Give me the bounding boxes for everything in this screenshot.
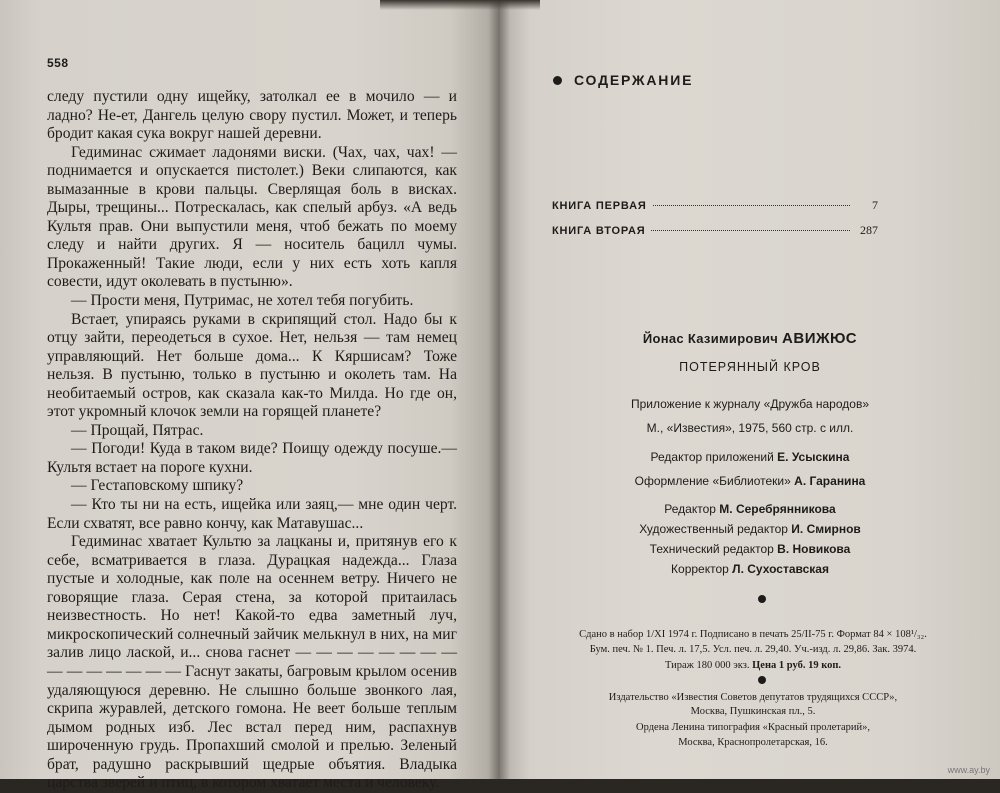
credit-role: Художественный редактор [639, 522, 788, 536]
paragraph: Гедиминас сжимает ладонями виски. (Чах, чах, чах! — поднимается и опускается пистолет.) Веки слипаются, как вымазанные в крови пальцы. Сверлящая боль в висках. Дыры, трещины... Потрескалась, как спелый арбуз. «А ведь Культя прав. Они выпустили меня, чтоб бежать по моему следу и найти других. Я — носитель бацилл чумы. Прокаженный! Такие люди, если у них есть хоть капля совести, идут околевать в пустыню». [47, 143, 457, 291]
credit-person: Л. Сухоставская [732, 562, 829, 576]
printer-line: Ордена Ленина типография «Красный пролетарий», [636, 722, 870, 733]
credit-line [540, 562, 960, 576]
print-details: Сдано в набор 1/XI 1974 г. Подписано в печать 25/II-75 г. Формат 84 × 108¹/₃₂. [579, 629, 927, 640]
printer-address: Москва, Краснопролетарская, 16. [678, 737, 828, 748]
contents-heading [553, 72, 693, 88]
credit-role: Корректор [671, 562, 729, 576]
contents-title: СОДЕРЖАНИЕ [574, 72, 694, 88]
toc-entry [552, 198, 878, 223]
imprint-line: М., «Известия», 1975, 560 стр. с илл. [646, 421, 854, 435]
paragraph: — Гестаповскому шпику? [71, 477, 244, 495]
paragraph: следу пустили одну ищейку, затолкал ее в мочило — и ладно? Не-ет, Дангель целую свору пустил. Может, и теперь бродит какая сука вокруг нашей деревни. [47, 88, 457, 143]
book-title: ПОТЕРЯННЫЙ КРОВ [679, 360, 821, 374]
publisher-address: Москва, Пушкинская пл., 5. [690, 706, 816, 717]
toc-entry [552, 223, 878, 248]
paragraph: — Погоди! Куда в таком виде? Поищу одежду посуше.— Культя встает на пороге кухни. [47, 440, 457, 476]
watermark: www.ay.by [947, 765, 990, 775]
credit-person: И. Смирнов [791, 522, 861, 536]
toc-label: КНИГА ПЕРВАЯ [552, 200, 647, 212]
author-given-names: Йонас Казимирович [642, 331, 779, 346]
credit-role: Редактор приложений [650, 450, 774, 464]
print-details: Бум. печ. № 1. Печ. л. 17,5. Усл. печ. л. 29,40. Уч.-изд. л. 29,86. Зак. 3974. [589, 644, 917, 655]
story-text [47, 88, 457, 793]
credit-person: М. Серебрянникова [719, 502, 836, 516]
toc-leader-dots [653, 205, 850, 206]
print-run-count: Тираж 180 000 экз. [664, 660, 750, 671]
author-surname: АВИЖЮС [782, 330, 858, 347]
page-number: 558 [47, 56, 69, 70]
credit-line [540, 474, 960, 488]
credit-line [540, 522, 960, 536]
supplement-note: Приложение к журналу «Дружба народов» [631, 397, 869, 411]
separator-dot-icon [758, 595, 766, 603]
paragraph: — Кто ты ни на есть, ищейка или заяц,— мне один черт. Если схватят, все равно кончу, как Матавушас... [47, 496, 457, 532]
book-top-edge [380, 0, 540, 10]
book-gutter [488, 0, 510, 779]
print-run [548, 658, 958, 673]
credit-role: Редактор [664, 502, 716, 516]
credit-line [540, 502, 960, 516]
paragraph: — Прощай, Пятрас. [71, 421, 204, 439]
paragraph: Встает, упираясь руками в скрипящий стол. Надо бы к отцу зайти, переодеться в сухое. Нет, нельзя — там немец управляющий. Нет больше дома... К Кяршисам? Тоже нельзя. В пустыню, только в пустыню и околеть там. На необитаемый остров, как сказала как-то Милда. Но где он, этот укромный клочок земли на горящей планете? [47, 310, 457, 421]
publisher-line: Издательство «Известия Советов депутатов трудящихся СССР», [608, 692, 898, 703]
toc-label: КНИГА ВТОРАЯ [552, 225, 646, 237]
bullet-icon [553, 76, 562, 85]
credit-line [540, 542, 960, 556]
paragraph: Гедиминас хватает Культю за лацканы и, притянув его к себе, всматривается в глаза. Дурацкая надежда... Глаза пустые и холодные, как поле на осеннем ветру. Ничего не говорящие глаза. Серая стена, за которой притаилась неизвестность. Но нет! Какой-то едва заметный луч, микроскопический солнечный зайчик мелькнул в них, на миг залив лицо лаской, и... снова гаснет — — — — — — — — — — — — — — — Гаснут закаты, багровым крылом осенив удаляющуюся деревню. Не слышно больше звонкого лая, скрипа журавлей, детского гомона. Не веет больше теплым дымом родных изб. Лес встал перед ним, распахнув широченную грудь. Пропахший смолой и прелью. Зеленый брат, радушно раскрывший щедрые объятия. Владыка царства зверей и птиц, в котором хватает места и человеку. [47, 533, 457, 792]
credit-person: Е. Усыскина [777, 450, 850, 464]
credit-line [540, 450, 960, 464]
credit-person: В. Новикова [777, 542, 851, 556]
author-name [540, 330, 960, 347]
credit-role: Оформление «Библиотеки» [634, 474, 791, 488]
price: Цена 1 руб. 19 коп. [752, 660, 842, 671]
credit-role: Технический редактор [649, 542, 774, 556]
toc-leader-dots [651, 230, 850, 231]
separator-dot-icon [758, 676, 766, 684]
toc-page: 7 [872, 198, 878, 212]
table-of-contents [552, 198, 878, 248]
paragraph: — Прости меня, Путримас, не хотел тебя погубить. [71, 292, 414, 310]
credit-person: А. Гаранина [794, 474, 866, 488]
toc-page: 287 [860, 223, 878, 237]
